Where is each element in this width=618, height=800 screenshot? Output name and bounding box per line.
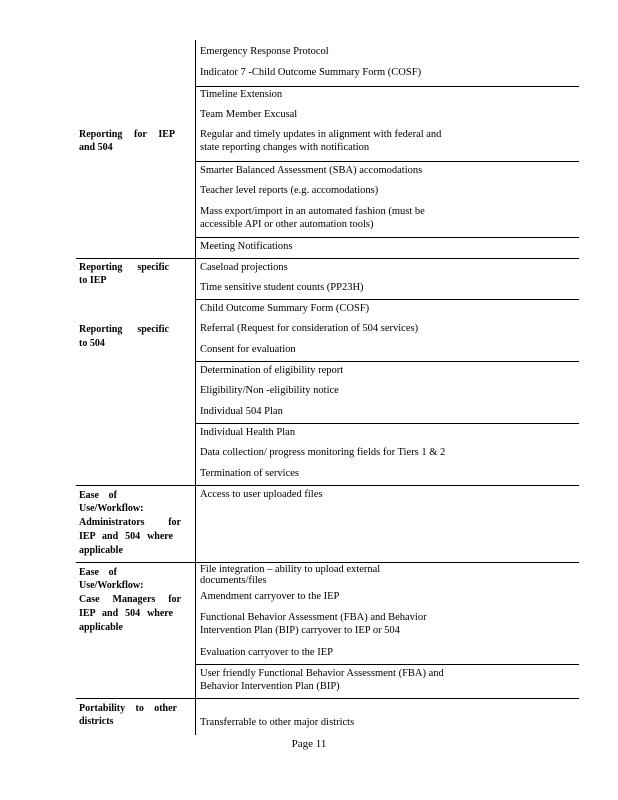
- row-label: districts: [79, 716, 114, 727]
- row-label: applicable: [79, 622, 123, 633]
- cell-rule: [195, 86, 579, 87]
- requirement-item: Transferrable to other major districts: [200, 717, 355, 728]
- row-label: Ease of: [79, 567, 117, 578]
- requirement-item: Access to user uploaded files: [200, 489, 323, 500]
- requirement-item: Data collection/ progress monitoring fields for Tiers 1 & 2: [200, 447, 446, 458]
- row-label: Use/Workflow:: [79, 503, 144, 514]
- row-label: IEP and 504 where: [79, 531, 173, 542]
- requirement-item: Evaluation carryover to the IEP: [200, 647, 333, 658]
- requirement-item: Child Outcome Summary Form (COSF): [200, 303, 370, 314]
- row-label: Reporting for IEP: [79, 129, 175, 140]
- row-label: IEP and 504 where: [79, 608, 173, 619]
- requirement-item: Meeting Notifications: [200, 241, 293, 252]
- requirement-item: Consent for evaluation: [200, 344, 296, 355]
- requirement-item: Smarter Balanced Assessment (SBA) accomodations: [200, 165, 423, 176]
- requirement-item: Regular and timely updates in alignment with federal and state reporting changes with notification: [200, 129, 442, 153]
- row-label: applicable: [79, 545, 123, 556]
- requirement-item: Termination of services: [200, 468, 299, 479]
- cell-rule: [195, 237, 579, 238]
- row-label: Reporting specific: [79, 262, 169, 273]
- page-number: Page 11: [291, 738, 327, 750]
- row-label: Use/Workflow:: [79, 580, 144, 591]
- row-label: Case Managers for: [79, 594, 181, 605]
- requirement-item: User friendly Functional Behavior Assessment (FBA) and Behavior Intervention Plan (BIP): [200, 668, 444, 692]
- row-label: Reporting specific: [79, 324, 169, 335]
- row-rule: [76, 562, 579, 563]
- row-rule: [76, 258, 579, 259]
- requirement-item: Referral (Request for consideration of 504 services): [200, 323, 419, 334]
- cell-rule: [195, 161, 579, 162]
- requirement-item: Time sensitive student counts (PP23H): [200, 282, 364, 293]
- row-label: to 504: [79, 338, 105, 349]
- cell-rule: [195, 664, 579, 665]
- cell-rule: [195, 361, 579, 362]
- row-label: and 504: [79, 142, 113, 153]
- requirement-item: Determination of eligibility report: [200, 365, 344, 376]
- requirement-item: File integration – ability to upload external documents/files: [200, 564, 381, 586]
- requirement-item: Timeline Extension: [200, 89, 283, 100]
- requirement-item: Emergency Response Protocol: [200, 46, 329, 57]
- row-label: to IEP: [79, 275, 107, 286]
- row-label: Administrators for: [79, 517, 181, 528]
- requirement-item: Functional Behavior Assessment (FBA) and Behavior Intervention Plan (BIP) carryover to IEP or 504: [200, 612, 427, 636]
- requirement-item: Indicator 7 -Child Outcome Summary Form (COSF): [200, 67, 422, 78]
- requirement-item: Individual 504 Plan: [200, 406, 283, 417]
- cell-rule: [195, 299, 579, 300]
- requirement-item: Team Member Excusal: [200, 109, 298, 120]
- row-rule: [76, 485, 579, 486]
- requirement-item: Caseload projections: [200, 262, 288, 273]
- column-divider: [195, 40, 196, 735]
- cell-rule: [195, 423, 579, 424]
- requirement-item: Amendment carryover to the IEP: [200, 591, 340, 602]
- requirement-item: Individual Health Plan: [200, 427, 296, 438]
- row-rule: [76, 698, 579, 699]
- requirement-item: Eligibility/Non -eligibility notice: [200, 385, 339, 396]
- row-label: Portability to other: [79, 703, 177, 714]
- requirement-item: Teacher level reports (e.g. accomodations): [200, 185, 379, 196]
- row-label: Ease of: [79, 490, 117, 501]
- requirement-item: Mass export/import in an automated fashion (must be accessible API or other automation tools): [200, 206, 425, 230]
